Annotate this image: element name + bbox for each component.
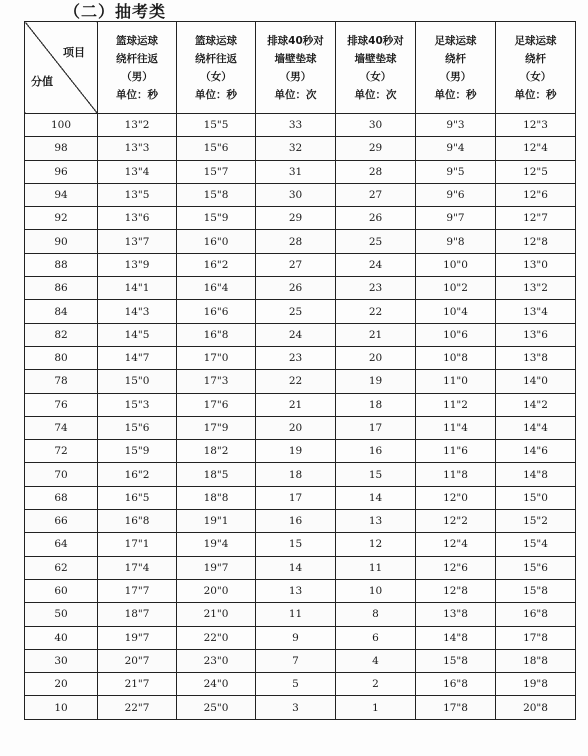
cell-volleyball-female: 10 [336,579,416,602]
cell-basketball-female: 16"2 [177,253,256,276]
col-header-basketball-male: 篮球运球 绕杆往返 （男） 单位：秒 [98,22,177,114]
cell-basketball-female: 19"7 [177,556,256,579]
cell-volleyball-male: 14 [256,556,336,579]
cell-score: 78 [25,370,98,393]
cell-basketball-male: 16"2 [98,463,177,486]
table-row [25,370,576,393]
cell-basketball-female: 17"9 [177,416,256,439]
cell-score: 92 [25,207,98,230]
cell-football-male: 17"8 [416,696,496,719]
cell-football-female: 15"4 [496,533,576,556]
cell-football-female: 13"2 [496,277,576,300]
cell-volleyball-female: 21 [336,323,416,346]
table-row [25,486,576,509]
table-row [25,603,576,626]
cell-volleyball-male: 25 [256,300,336,323]
table-row [25,183,576,206]
cell-basketball-female: 21"0 [177,603,256,626]
cell-football-male: 12"8 [416,579,496,602]
cell-score: 60 [25,579,98,602]
cell-volleyball-female: 14 [336,486,416,509]
cell-volleyball-female: 18 [336,393,416,416]
table-body [25,114,576,720]
cell-basketball-female: 23"0 [177,649,256,672]
cell-volleyball-female: 29 [336,137,416,160]
cell-football-male: 14"8 [416,626,496,649]
table-row [25,626,576,649]
cell-basketball-male: 19"7 [98,626,177,649]
cell-score: 88 [25,253,98,276]
col-header-football-female: 足球运球 绕杆 （女） 单位：秒 [496,22,576,114]
cell-volleyball-female: 26 [336,207,416,230]
cell-volleyball-female: 15 [336,463,416,486]
cell-volleyball-male: 5 [256,673,336,696]
cell-basketball-female: 16"0 [177,230,256,253]
table-row [25,416,576,439]
cell-football-female: 17"8 [496,626,576,649]
cell-basketball-male: 14"3 [98,300,177,323]
cell-volleyball-female: 1 [336,696,416,719]
cell-volleyball-female: 17 [336,416,416,439]
cell-football-male: 10"8 [416,346,496,369]
table-row [25,393,576,416]
cell-volleyball-male: 27 [256,253,336,276]
cell-basketball-female: 16"8 [177,323,256,346]
cell-volleyball-female: 30 [336,114,416,137]
cell-score: 10 [25,696,98,719]
cell-football-female: 12"4 [496,137,576,160]
corner-header [25,22,98,114]
cell-volleyball-male: 13 [256,579,336,602]
cell-volleyball-female: 11 [336,556,416,579]
cell-basketball-male: 20"7 [98,649,177,672]
cell-volleyball-female: 25 [336,230,416,253]
cell-basketball-male: 17"1 [98,533,177,556]
cell-football-female: 14"6 [496,440,576,463]
cell-volleyball-female: 23 [336,277,416,300]
cell-score: 74 [25,416,98,439]
cell-football-male: 11"4 [416,416,496,439]
cell-volleyball-female: 24 [336,253,416,276]
cell-football-male: 9"5 [416,160,496,183]
cell-basketball-female: 19"1 [177,510,256,533]
cell-football-male: 10"6 [416,323,496,346]
cell-football-male: 11"2 [416,393,496,416]
cell-basketball-female: 17"0 [177,346,256,369]
cell-football-female: 12"8 [496,230,576,253]
cell-score: 80 [25,346,98,369]
cell-football-female: 15"6 [496,556,576,579]
cell-score: 62 [25,556,98,579]
cell-football-female: 14"0 [496,370,576,393]
cell-volleyball-male: 7 [256,649,336,672]
cell-basketball-male: 18"7 [98,603,177,626]
cell-score: 68 [25,486,98,509]
table-row [25,556,576,579]
table-row [25,300,576,323]
cell-basketball-female: 18"8 [177,486,256,509]
cell-score: 70 [25,463,98,486]
cell-football-female: 15"8 [496,579,576,602]
cell-football-female: 12"6 [496,183,576,206]
cell-basketball-male: 15"9 [98,440,177,463]
cell-volleyball-female: 28 [336,160,416,183]
section-title: （二）抽考类 [64,2,167,21]
cell-volleyball-male: 29 [256,207,336,230]
cell-basketball-female: 24"0 [177,673,256,696]
cell-football-male: 10"0 [416,253,496,276]
cell-basketball-male: 13"4 [98,160,177,183]
col-header-basketball-female: 篮球运球 绕杆往返 （女） 单位：秒 [177,22,256,114]
table-row [25,463,576,486]
cell-basketball-female: 19"4 [177,533,256,556]
cell-football-female: 13"0 [496,253,576,276]
cell-basketball-female: 17"3 [177,370,256,393]
cell-football-female: 12"3 [496,114,576,137]
cell-football-male: 13"8 [416,603,496,626]
cell-basketball-male: 16"5 [98,486,177,509]
cell-volleyball-male: 17 [256,486,336,509]
cell-basketball-male: 15"6 [98,416,177,439]
cell-football-male: 9"8 [416,230,496,253]
cell-volleyball-male: 16 [256,510,336,533]
cell-football-female: 13"8 [496,346,576,369]
cell-score: 86 [25,277,98,300]
cell-score: 72 [25,440,98,463]
cell-score: 98 [25,137,98,160]
cell-football-female: 16"8 [496,603,576,626]
cell-football-male: 10"4 [416,300,496,323]
cell-football-female: 13"4 [496,300,576,323]
cell-basketball-male: 16"8 [98,510,177,533]
cell-score: 40 [25,626,98,649]
table-row [25,579,576,602]
cell-volleyball-male: 22 [256,370,336,393]
cell-football-female: 12"5 [496,160,576,183]
cell-volleyball-male: 33 [256,114,336,137]
cell-volleyball-male: 24 [256,323,336,346]
corner-label-score: 分值 [31,75,53,88]
cell-football-female: 12"7 [496,207,576,230]
cell-football-male: 12"0 [416,486,496,509]
cell-score: 30 [25,649,98,672]
table-row [25,207,576,230]
cell-football-male: 12"6 [416,556,496,579]
table-row [25,346,576,369]
cell-volleyball-male: 11 [256,603,336,626]
cell-score: 84 [25,300,98,323]
table-row [25,649,576,672]
table-row [25,510,576,533]
cell-basketball-female: 15"7 [177,160,256,183]
cell-volleyball-male: 32 [256,137,336,160]
cell-football-female: 14"8 [496,463,576,486]
cell-basketball-female: 15"9 [177,207,256,230]
cell-volleyball-male: 19 [256,440,336,463]
table-row [25,673,576,696]
cell-football-male: 10"2 [416,277,496,300]
cell-football-male: 11"8 [416,463,496,486]
cell-basketball-female: 17"6 [177,393,256,416]
cell-basketball-male: 21"7 [98,673,177,696]
cell-volleyball-female: 27 [336,183,416,206]
table-row [25,160,576,183]
cell-volleyball-female: 19 [336,370,416,393]
cell-football-female: 14"2 [496,393,576,416]
cell-basketball-male: 14"1 [98,277,177,300]
cell-basketball-female: 25"0 [177,696,256,719]
table-row [25,533,576,556]
cell-football-male: 12"2 [416,510,496,533]
header-row [25,22,576,114]
corner-label-items: 项目 [63,46,85,59]
cell-volleyball-male: 3 [256,696,336,719]
cell-volleyball-female: 8 [336,603,416,626]
cell-football-male: 9"4 [416,137,496,160]
cell-basketball-male: 13"7 [98,230,177,253]
table-row [25,440,576,463]
cell-basketball-male: 17"7 [98,579,177,602]
cell-volleyball-male: 23 [256,346,336,369]
cell-score: 100 [25,114,98,137]
cell-basketball-male: 13"6 [98,207,177,230]
cell-volleyball-male: 9 [256,626,336,649]
cell-basketball-male: 15"0 [98,370,177,393]
cell-score: 20 [25,673,98,696]
cell-basketball-female: 16"6 [177,300,256,323]
cell-volleyball-male: 18 [256,463,336,486]
cell-basketball-male: 15"3 [98,393,177,416]
cell-football-female: 18"8 [496,649,576,672]
cell-volleyball-female: 12 [336,533,416,556]
table-row [25,137,576,160]
table-row [25,323,576,346]
cell-volleyball-female: 20 [336,346,416,369]
cell-basketball-female: 16"4 [177,277,256,300]
cell-football-male: 12"4 [416,533,496,556]
cell-basketball-female: 18"2 [177,440,256,463]
cell-volleyball-male: 28 [256,230,336,253]
cell-basketball-male: 14"5 [98,323,177,346]
cell-football-male: 11"6 [416,440,496,463]
cell-score: 64 [25,533,98,556]
cell-score: 76 [25,393,98,416]
cell-volleyball-female: 4 [336,649,416,672]
cell-volleyball-female: 6 [336,626,416,649]
cell-basketball-female: 18"5 [177,463,256,486]
table-row [25,114,576,137]
cell-basketball-male: 17"4 [98,556,177,579]
cell-basketball-male: 13"9 [98,253,177,276]
cell-volleyball-male: 21 [256,393,336,416]
col-header-football-male: 足球运球 绕杆 （男） 单位：秒 [416,22,496,114]
cell-volleyball-male: 26 [256,277,336,300]
table-row [25,230,576,253]
cell-football-male: 11"0 [416,370,496,393]
cell-score: 66 [25,510,98,533]
cell-basketball-male: 22"7 [98,696,177,719]
cell-volleyball-female: 13 [336,510,416,533]
col-header-volleyball-male: 排球40秒对 墙壁垫球 （男） 单位：次 [256,22,336,114]
col-header-volleyball-female: 排球40秒对 墙壁垫球 （女） 单位：次 [336,22,416,114]
cell-football-female: 19"8 [496,673,576,696]
cell-basketball-male: 13"2 [98,114,177,137]
cell-score: 94 [25,183,98,206]
cell-volleyball-female: 16 [336,440,416,463]
cell-volleyball-male: 20 [256,416,336,439]
cell-basketball-female: 15"8 [177,183,256,206]
cell-volleyball-female: 2 [336,673,416,696]
table-row [25,253,576,276]
cell-basketball-male: 13"3 [98,137,177,160]
cell-football-female: 13"6 [496,323,576,346]
cell-football-male: 16"8 [416,673,496,696]
cell-volleyball-male: 15 [256,533,336,556]
cell-score: 82 [25,323,98,346]
cell-score: 96 [25,160,98,183]
cell-basketball-female: 22"0 [177,626,256,649]
cell-football-female: 20"8 [496,696,576,719]
cell-football-female: 14"4 [496,416,576,439]
cell-football-female: 15"2 [496,510,576,533]
cell-basketball-male: 13"5 [98,183,177,206]
cell-basketball-male: 14"7 [98,346,177,369]
cell-football-male: 9"6 [416,183,496,206]
scoring-table [24,21,576,720]
table-row [25,277,576,300]
cell-score: 90 [25,230,98,253]
cell-basketball-female: 15"6 [177,137,256,160]
cell-volleyball-female: 22 [336,300,416,323]
cell-football-male: 9"3 [416,114,496,137]
cell-volleyball-male: 30 [256,183,336,206]
cell-score: 50 [25,603,98,626]
cell-basketball-female: 20"0 [177,579,256,602]
cell-basketball-female: 15"5 [177,114,256,137]
cell-football-male: 9"7 [416,207,496,230]
cell-volleyball-male: 31 [256,160,336,183]
cell-football-male: 15"8 [416,649,496,672]
table-row [25,696,576,719]
cell-football-female: 15"0 [496,486,576,509]
